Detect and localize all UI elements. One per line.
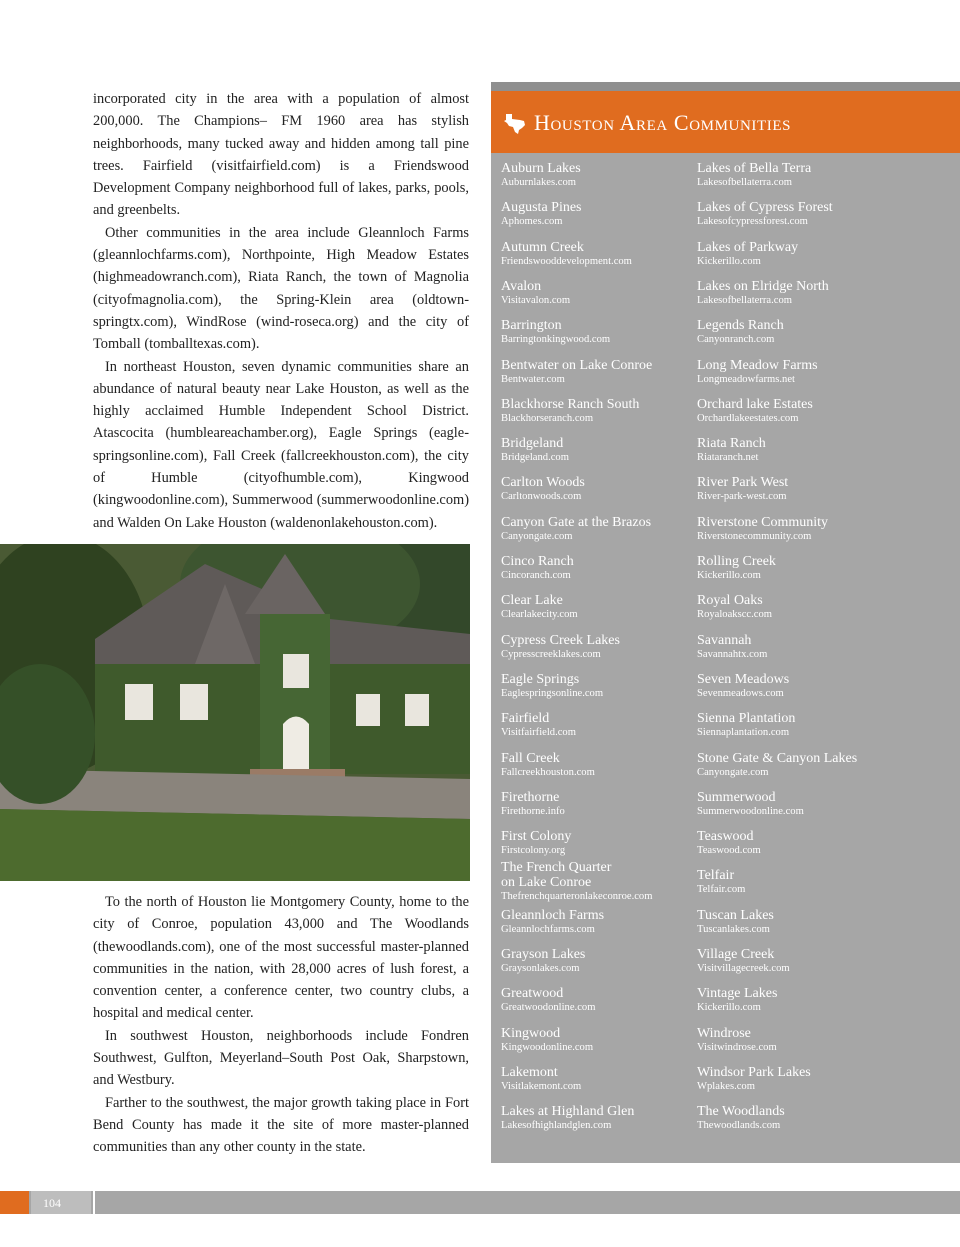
community-item	[697, 554, 897, 583]
community-item	[501, 672, 701, 701]
community-url: Firstcolony.org	[501, 845, 566, 857]
community-name: Rolling Creek	[697, 554, 776, 569]
community-url: Kickerillo.com	[697, 255, 761, 267]
community-item	[501, 515, 701, 544]
community-item	[697, 790, 897, 819]
community-name: Seven Meadows	[697, 671, 790, 687]
community-url: Thewoodlands.com	[697, 1120, 781, 1132]
texas-state-icon	[503, 110, 527, 134]
community-url: Royaloakscc.com	[697, 609, 773, 621]
community-name: River Park West	[697, 475, 789, 491]
community-item	[501, 475, 701, 504]
footer-page-box	[31, 1191, 91, 1214]
community-name: Fall Creek	[501, 750, 560, 766]
community-item	[697, 947, 897, 976]
community-item	[501, 711, 701, 740]
community-name: Lakes of Bella Terra	[697, 161, 812, 176]
community-item	[501, 318, 701, 347]
community-url: Thefrenchquarteronlakeconroe.com	[501, 891, 653, 903]
community-name: Teaswood	[697, 829, 754, 845]
community-item	[697, 593, 897, 622]
community-url: Canyongate.com	[697, 766, 769, 778]
community-url: Visitwindrose.com	[697, 1041, 777, 1053]
community-name: Riverstone Community	[697, 514, 829, 530]
community-name: Avalon	[501, 278, 542, 294]
community-item	[501, 358, 701, 387]
community-name: Lakes on Elridge North	[697, 278, 829, 294]
community-url: Kickerillo.com	[697, 570, 761, 581]
community-name: Village Creek	[697, 947, 775, 962]
paragraph: In southwest Houston, neighborhoods include Fondren Southwest, Gulfton, Meyerland–South Post Oak, Sharpstown, and Westbury.	[93, 1027, 469, 1089]
community-name: Carlton Woods	[501, 475, 585, 491]
community-name: Windsor Park Lakes	[697, 1064, 811, 1080]
community-url: Longmeadowfarms.net	[697, 373, 795, 385]
community-url: Lakesofhighlandglen.com	[501, 1120, 612, 1132]
community-item	[501, 436, 701, 465]
community-name: Auburn Lakes	[501, 161, 581, 176]
community-item	[697, 986, 897, 1015]
community-name: Fairfield	[501, 711, 550, 727]
community-url: Lakesofcypressforest.com	[697, 216, 808, 228]
community-name: Stone Gate & Canyon Lakes	[697, 750, 858, 766]
paragraph: Other communities in the area include Gleannloch Farms (gleannlochfarms.com), Northpointe, High Meadow Estates (highmeadowranch.com), Riata Ranch, the town of Magnolia (cityofmagnolia.com), the Spring-Klein area (oldtown-springtx.com), WindRose (wind-roseca.org) and the city of Tomball (tomballtexas.com).	[93, 224, 469, 353]
community-item	[697, 358, 897, 387]
community-name: Gleannloch Farms	[501, 907, 605, 923]
community-url: Firethorne.info	[501, 805, 565, 817]
community-item	[501, 947, 701, 976]
community-item	[501, 1065, 701, 1094]
community-item	[697, 318, 897, 347]
community-url: Orchardlakeestates.com	[697, 412, 799, 424]
community-name: Riata Ranch	[697, 436, 766, 452]
community-name: Kingwood	[501, 1025, 561, 1041]
community-url: River-park-west.com	[697, 491, 787, 503]
community-item	[697, 200, 897, 229]
community-url: Sevenmeadows.com	[697, 687, 784, 699]
community-name: Savannah	[697, 632, 752, 648]
community-name: Bentwater on Lake Conroe	[501, 357, 653, 373]
community-name: Firethorne	[501, 789, 560, 805]
community-url: Bentwater.com	[501, 373, 565, 385]
footer-bar	[0, 1191, 960, 1214]
community-url: Canyongate.com	[501, 530, 573, 542]
community-item	[697, 829, 897, 858]
community-item	[501, 240, 701, 269]
community-item	[697, 475, 897, 504]
community-name: Sienna Plantation	[697, 711, 796, 727]
community-item	[697, 1104, 897, 1133]
community-item	[501, 751, 701, 780]
community-url: Greatwoodonline.com	[501, 1002, 596, 1014]
community-name: The French Quarter	[501, 860, 612, 876]
footer-divider	[93, 1191, 95, 1214]
community-item	[501, 397, 701, 426]
community-name: Barrington	[501, 318, 562, 334]
paragraph: Farther to the southwest, the major growth taking place in Fort Bend County has made it the site of more master-planned communities than any other county in the state.	[93, 1094, 469, 1156]
community-item	[697, 908, 897, 937]
community-item	[501, 829, 701, 858]
community-url: Tuscanlakes.com	[697, 923, 770, 935]
community-name: Long Meadow Farms	[697, 357, 818, 373]
community-name: Canyon Gate at the Brazos	[501, 514, 652, 530]
community-url: Visitfairfield.com	[501, 727, 576, 739]
community-item	[697, 240, 897, 269]
community-url: Visitavalon.com	[501, 294, 571, 306]
community-url: Bridgeland.com	[501, 452, 569, 464]
community-url: Wplakes.com	[697, 1080, 755, 1092]
community-url: Kickerillo.com	[697, 1002, 761, 1014]
community-url: Telfair.com	[697, 884, 746, 896]
community-url: Riataranch.net	[697, 452, 759, 464]
community-item	[501, 986, 701, 1015]
community-url: Aphomes.com	[501, 216, 563, 228]
community-name: Grayson Lakes	[501, 947, 586, 962]
community-item	[501, 908, 701, 937]
page-number: 104	[43, 1196, 61, 1210]
community-item	[501, 1104, 701, 1133]
footer-accent	[0, 1191, 29, 1214]
community-item	[697, 711, 897, 740]
community-url: Graysonlakes.com	[501, 963, 580, 974]
community-name: Summerwood	[697, 789, 776, 805]
community-item	[501, 860, 701, 904]
community-name: Autumn Creek	[501, 239, 584, 255]
community-name: Windrose	[697, 1025, 751, 1041]
communities-sidebar	[491, 82, 960, 1163]
community-name: Lakes at Highland Glen	[501, 1104, 635, 1120]
community-item	[501, 593, 701, 622]
paragraph: incorporated city in the area with a population of almost 200,000. The Champions– FM 1960 area has stylish neighborhoods, many tucked away and hidden among tall pine trees. Fairfield (visitfairfield.com) is a Friendswood Development Company neighborhood full of lakes, parks, pools, and greenbelts.	[93, 91, 469, 219]
community-name: Augusta Pines	[501, 200, 582, 216]
community-url: Gleannlochfarms.com	[501, 923, 595, 935]
community-item	[501, 200, 701, 229]
community-url: Summerwoodonline.com	[697, 805, 804, 817]
community-url: Visitvillagecreek.com	[697, 963, 790, 974]
community-name: Cinco Ranch	[501, 554, 574, 569]
community-name: Legends Ranch	[697, 318, 784, 334]
community-url: Friendswooddevelopment.com	[501, 255, 632, 267]
community-name-continued: on Lake Conroe	[501, 875, 592, 891]
community-item	[697, 161, 897, 190]
community-item	[697, 1065, 897, 1094]
community-name: Eagle Springs	[501, 671, 580, 687]
community-item	[697, 672, 897, 701]
paragraph: To the north of Houston lie Montgomery County, home to the city of Conroe, population 43,000 and The Woodlands (thewoodlands.com), one of the most successful master-planned communities in the nation, with 28,000 acres of lush forest, a convention center, a conference center, two country clubs, a hospital and medical center.	[93, 894, 469, 1022]
community-item	[501, 1026, 701, 1055]
community-item	[697, 1026, 897, 1055]
community-item	[501, 554, 701, 583]
community-item	[697, 397, 897, 426]
sidebar-top-bar	[491, 82, 960, 91]
community-url: Kingwoodonline.com	[501, 1041, 594, 1053]
community-url: Teaswood.com	[697, 845, 761, 857]
community-name: Telfair	[697, 868, 735, 884]
sidebar-header	[491, 91, 960, 153]
community-name: Lakes of Parkway	[697, 239, 799, 255]
community-name: First Colony	[501, 829, 572, 845]
community-name: Orchard lake Estates	[697, 396, 813, 412]
community-url: Riverstonecommunity.com	[697, 530, 812, 542]
community-name: Lakemont	[501, 1064, 558, 1080]
community-item	[697, 515, 897, 544]
community-name: Bridgeland	[501, 436, 564, 452]
community-item	[697, 279, 897, 308]
community-name: Royal Oaks	[697, 593, 763, 609]
community-url: Visitlakemont.com	[501, 1080, 582, 1092]
sidebar-title: Houston Area Communities	[534, 110, 792, 135]
community-url: Eaglespringsonline.com	[501, 687, 604, 699]
community-url: Cypresscreeklakes.com	[501, 648, 601, 660]
article-text-top	[93, 88, 469, 534]
community-item	[501, 279, 701, 308]
community-item	[501, 633, 701, 662]
community-url: Lakesofbellaterra.com	[697, 294, 792, 306]
community-url: Barringtonkingwood.com	[501, 334, 611, 346]
community-name: Vintage Lakes	[697, 986, 778, 1002]
community-url: Carltonwoods.com	[501, 491, 582, 503]
house-photo	[0, 544, 470, 881]
community-name: Lakes of Cypress Forest	[697, 200, 833, 216]
community-name: Blackhorse Ranch South	[501, 396, 640, 412]
community-item	[697, 751, 897, 780]
article-text-bottom	[93, 891, 469, 1159]
community-url: Clearlakecity.com	[501, 609, 578, 621]
paragraph: In northeast Houston, seven dynamic communities share an abundance of natural beauty near Lake Houston, as well as the highly acclaimed Humble Independent School District. Atascocita (humbleareachamber.org), Eagle Springs (eagle-springsonline.com), Fall Creek (fallcreekhouston.com), the city of Humble (cityofhumble.com), Kingwood (kingwoodonline.com), Summerwood (summerwoodonline.com) and Walden On Lake Houston (waldenonlakehouston.com).	[93, 358, 469, 531]
community-url: Siennaplantation.com	[697, 727, 790, 739]
community-url: Auburnlakes.com	[501, 177, 577, 188]
community-name: Cypress Creek Lakes	[501, 632, 620, 648]
community-url: Savannahtx.com	[697, 648, 768, 660]
community-url: Fallcreekhouston.com	[501, 766, 595, 778]
community-name: The Woodlands	[697, 1104, 785, 1120]
community-item	[501, 161, 701, 190]
community-item	[501, 790, 701, 819]
community-url: Canyonranch.com	[697, 334, 775, 346]
community-item	[697, 633, 897, 662]
community-url: Blackhorseranch.com	[501, 412, 594, 424]
community-item	[697, 868, 897, 897]
community-url: Lakesofbellaterra.com	[697, 177, 792, 188]
community-name: Greatwood	[501, 986, 564, 1002]
community-url: Cincoranch.com	[501, 570, 571, 581]
community-name: Clear Lake	[501, 593, 563, 609]
community-item	[697, 436, 897, 465]
community-name: Tuscan Lakes	[697, 907, 774, 923]
